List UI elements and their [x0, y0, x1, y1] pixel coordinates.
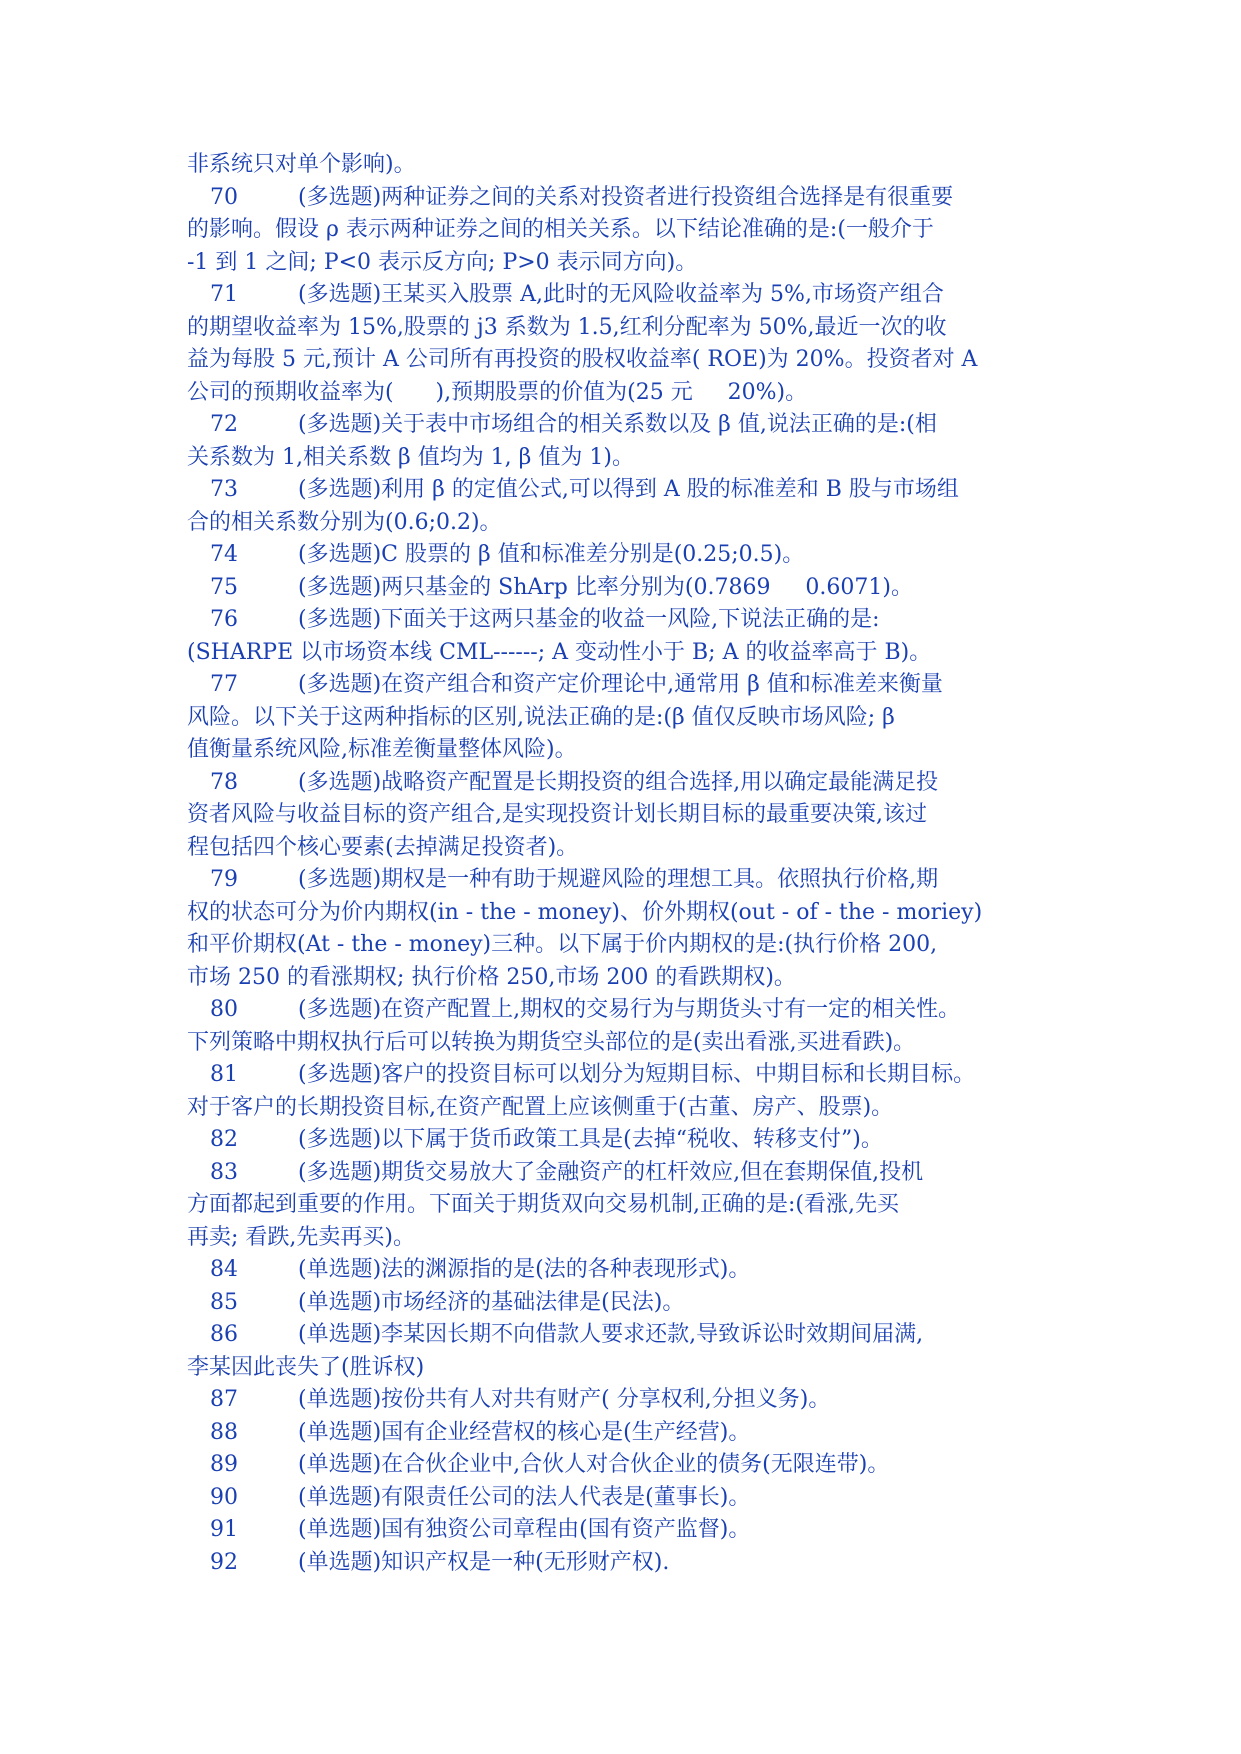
- question-item-first-line: [187, 864, 1067, 897]
- question-item-first-line: [187, 1059, 1067, 1092]
- question-type: (单选题): [298, 1452, 382, 1477]
- question-item-first-line: [187, 279, 1067, 312]
- question-type: (多选题): [298, 1062, 382, 1087]
- question-item-continuation-line: [187, 507, 1067, 540]
- question-item-continuation-line: [187, 344, 1067, 377]
- question-type: (多选题): [298, 477, 382, 502]
- question-type: (单选题): [298, 1484, 382, 1510]
- question-item-first-line: [187, 1417, 1067, 1450]
- document-body: [187, 149, 1067, 1579]
- question-item-first-line: [187, 1514, 1067, 1547]
- question-item-continuation-line: [187, 442, 1067, 475]
- question-item-first-line: [187, 474, 1067, 507]
- question-number: 72: [210, 412, 238, 437]
- question-number: 77: [210, 672, 238, 697]
- question-text: (SHARPE 以市场资本线 CML------; A 变动性小于 B; A 的收益率高于 B)。: [187, 639, 932, 665]
- question-text: 客户的投资目标可以划分为短期目标、中期目标和长期目标。: [381, 1062, 976, 1087]
- question-item-first-line: [187, 1547, 1067, 1580]
- question-number: 70: [210, 184, 238, 210]
- question-text: 方面都起到重要的作用。下面关于期货双向交易机制,正确的是:(看涨,先买: [187, 1192, 899, 1217]
- question-type: (多选题): [298, 574, 382, 600]
- question-number: 76: [210, 607, 238, 632]
- question-type: (单选题): [298, 1257, 382, 1282]
- question-text: 期货交易放大了金融资产的杠杆效应,但在套期保值,投机: [381, 1159, 924, 1185]
- question-item-continuation-line: [187, 897, 1067, 930]
- question-type: (单选题): [298, 1289, 382, 1315]
- question-item-first-line: [187, 669, 1067, 702]
- question-number: 75: [210, 574, 238, 600]
- question-number: 79: [210, 867, 238, 892]
- question-text: 权的状态可分为价内期权(in - the - money)、价外期权(out - of - the - moriey): [187, 899, 983, 925]
- question-type: (单选题): [298, 1387, 382, 1412]
- question-number: 74: [210, 542, 238, 567]
- question-item-continuation-line: [187, 962, 1067, 995]
- question-text: 有限责任公司的法人代表是(董事长)。: [381, 1484, 751, 1510]
- question-text: 两只基金的 ShArp 比率分别为(0.7869 0.6071)。: [381, 574, 913, 600]
- question-text: 再卖; 看跌,先卖再买)。: [187, 1224, 415, 1250]
- question-text: 下列策略中期权执行后可以转换为期货空头部位的是(卖出看涨,买进看跌)。: [187, 1029, 916, 1055]
- question-type: (多选题): [298, 184, 382, 210]
- question-text: 法的渊源指的是(法的各种表现形式)。: [381, 1257, 751, 1282]
- question-text: 值衡量系统风险,标准差衡量整体风险)。: [187, 737, 577, 762]
- question-number: 78: [210, 769, 238, 795]
- question-item-continuation-line: [187, 312, 1067, 345]
- question-number: 85: [210, 1289, 238, 1315]
- question-text: 李某因此丧失了(胜诉权): [187, 1354, 425, 1380]
- question-text: 知识产权是一种(无形财产权).: [381, 1549, 670, 1575]
- question-item-continuation-line: [187, 377, 1067, 410]
- question-text: 关于表中市场组合的相关系数以及 β 值,说法正确的是:(相: [381, 412, 937, 437]
- question-item-first-line: [187, 1254, 1067, 1287]
- question-text: 国有企业经营权的核心是(生产经营)。: [381, 1419, 751, 1445]
- question-type: (多选题): [298, 412, 382, 437]
- question-text: 李某因长期不向借款人要求还款,导致诉讼时效期间届满,: [381, 1322, 924, 1347]
- question-text: 的影响。假设 ρ 表示两种证券之间的相关关系。以下结论准确的是:(一般介于: [187, 217, 934, 242]
- question-number: 86: [210, 1322, 238, 1347]
- question-type: (多选题): [298, 769, 382, 795]
- question-type: (多选题): [298, 997, 382, 1022]
- question-text: 和平价期权(At - the - money)三种。以下属于价内期权的是:(执行价格 200,: [187, 932, 938, 957]
- lead-text-line: 非系统只对单个影响)。: [187, 152, 416, 177]
- question-text: 在资产配置上,期权的交易行为与期货头寸有一定的相关性。: [381, 997, 961, 1022]
- question-type: (多选题): [298, 1159, 382, 1185]
- question-item-continuation-line: [187, 702, 1067, 735]
- question-number: 83: [210, 1159, 238, 1185]
- question-text: C 股票的 β 值和标准差分别是(0.25;0.5)。: [381, 542, 805, 567]
- question-type: (多选题): [298, 867, 382, 892]
- question-item-first-line: [187, 572, 1067, 605]
- question-type: (多选题): [298, 607, 382, 632]
- question-number: 88: [210, 1419, 238, 1445]
- question-type: (多选题): [298, 1127, 382, 1152]
- question-text: 风险。以下关于这两种指标的区别,说法正确的是:(β 值仅反映市场风险; β: [187, 704, 895, 730]
- question-text: 以下属于货币政策工具是(去掉“税收、转移支付”)。: [381, 1127, 883, 1152]
- question-item-first-line: [187, 604, 1067, 637]
- question-text: 两种证券之间的关系对投资者进行投资组合选择是有很重要: [381, 184, 954, 210]
- question-number: 92: [210, 1549, 238, 1575]
- question-number: 91: [210, 1517, 238, 1542]
- question-text: 程包括四个核心要素(去掉满足投资者)。: [187, 834, 579, 860]
- question-item-continuation-line: [187, 1189, 1067, 1222]
- question-text: 国有独资公司章程由(国有资产监督)。: [381, 1517, 751, 1542]
- question-item-continuation-line: [187, 734, 1067, 767]
- question-item-first-line: [187, 1319, 1067, 1352]
- question-item-continuation-line: [187, 1222, 1067, 1255]
- question-number: 89: [210, 1452, 238, 1477]
- question-type: (多选题): [298, 282, 382, 307]
- question-text: 资者风险与收益目标的资产组合,是实现投资计划长期目标的最重要决策,该过: [187, 802, 927, 827]
- question-item-first-line: [187, 1449, 1067, 1482]
- question-item-first-line: [187, 1482, 1067, 1515]
- question-item-first-line: [187, 182, 1067, 215]
- question-type: (多选题): [298, 672, 382, 697]
- question-item-continuation-line: [187, 1352, 1067, 1385]
- question-text: 公司的预期收益率为( ),预期股票的价值为(25 元 20%)。: [187, 379, 808, 405]
- question-text: 期权是一种有助于规避风险的理想工具。依照执行价格,期: [381, 867, 939, 892]
- question-number: 80: [210, 997, 238, 1022]
- question-number: 87: [210, 1387, 238, 1412]
- question-text: 益为每股 5 元,预计 A 公司所有再投资的股权收益率( ROE)为 20%。投资者对 A: [187, 347, 978, 372]
- question-text: 利用 β 的定值公式,可以得到 A 股的标准差和 B 股与市场组: [381, 477, 959, 502]
- question-text: 对于客户的长期投资目标,在资产配置上应该侧重于(古董、房产、股票)。: [187, 1094, 894, 1120]
- question-item-first-line: [187, 409, 1067, 442]
- question-text: -1 到 1 之间; P<0 表示反方向; P>0 表示同方向)。: [187, 249, 698, 275]
- question-number: 82: [210, 1127, 238, 1152]
- question-item-continuation-line: [187, 247, 1067, 280]
- question-item-continuation-line: [187, 214, 1067, 247]
- question-number: 73: [210, 477, 238, 502]
- question-text: 关系数为 1,相关系数 β 值均为 1, β 值为 1)。: [187, 444, 634, 470]
- question-item-first-line: [187, 994, 1067, 1027]
- question-number: 81: [210, 1062, 238, 1087]
- question-item-continuation-line: [187, 929, 1067, 962]
- question-text: 市场经济的基础法律是(民法)。: [381, 1289, 685, 1315]
- question-type: (单选题): [298, 1549, 382, 1575]
- question-text: 在合伙企业中,合伙人对合伙企业的债务(无限连带)。: [381, 1452, 890, 1477]
- question-text: 的期望收益率为 15%,股票的 j3 系数为 1.5,红利分配率为 50%,最近一次的收: [187, 314, 947, 340]
- question-item-first-line: [187, 1287, 1067, 1320]
- question-item-continuation-line: [187, 799, 1067, 832]
- question-item-continuation-line: [187, 637, 1067, 670]
- question-number: 71: [210, 282, 238, 307]
- question-item-first-line: [187, 1157, 1067, 1190]
- question-type: (多选题): [298, 542, 382, 567]
- question-item-continuation-line: [187, 832, 1067, 865]
- question-type: (单选题): [298, 1517, 382, 1542]
- question-item-first-line: [187, 1384, 1067, 1417]
- question-number: 84: [210, 1257, 238, 1282]
- question-item-continuation-line: [187, 1092, 1067, 1125]
- question-item-continuation-line: [187, 1027, 1067, 1060]
- question-number: 90: [210, 1484, 238, 1510]
- question-type: (单选题): [298, 1322, 382, 1347]
- question-item-first-line: [187, 539, 1067, 572]
- question-text: 战略资产配置是长期投资的组合选择,用以确定最能满足投: [381, 769, 939, 795]
- question-text: 市场 250 的看涨期权; 执行价格 250,市场 200 的看跌期权)。: [187, 964, 796, 990]
- question-text: 合的相关系数分别为(0.6;0.2)。: [187, 509, 502, 535]
- question-text: 王某买入股票 A,此时的无风险收益率为 5%,市场资产组合: [381, 282, 944, 307]
- question-item-first-line: [187, 767, 1067, 800]
- question-item-first-line: [187, 1124, 1067, 1157]
- question-text: 在资产组合和资产定价理论中,通常用 β 值和标准差来衡量: [381, 672, 943, 697]
- question-type: (单选题): [298, 1419, 382, 1445]
- question-text: 下面关于这两只基金的收益一风险,下说法正确的是:: [381, 607, 880, 632]
- question-text: 按份共有人对共有财产( 分享权利,分担义务)。: [381, 1387, 831, 1412]
